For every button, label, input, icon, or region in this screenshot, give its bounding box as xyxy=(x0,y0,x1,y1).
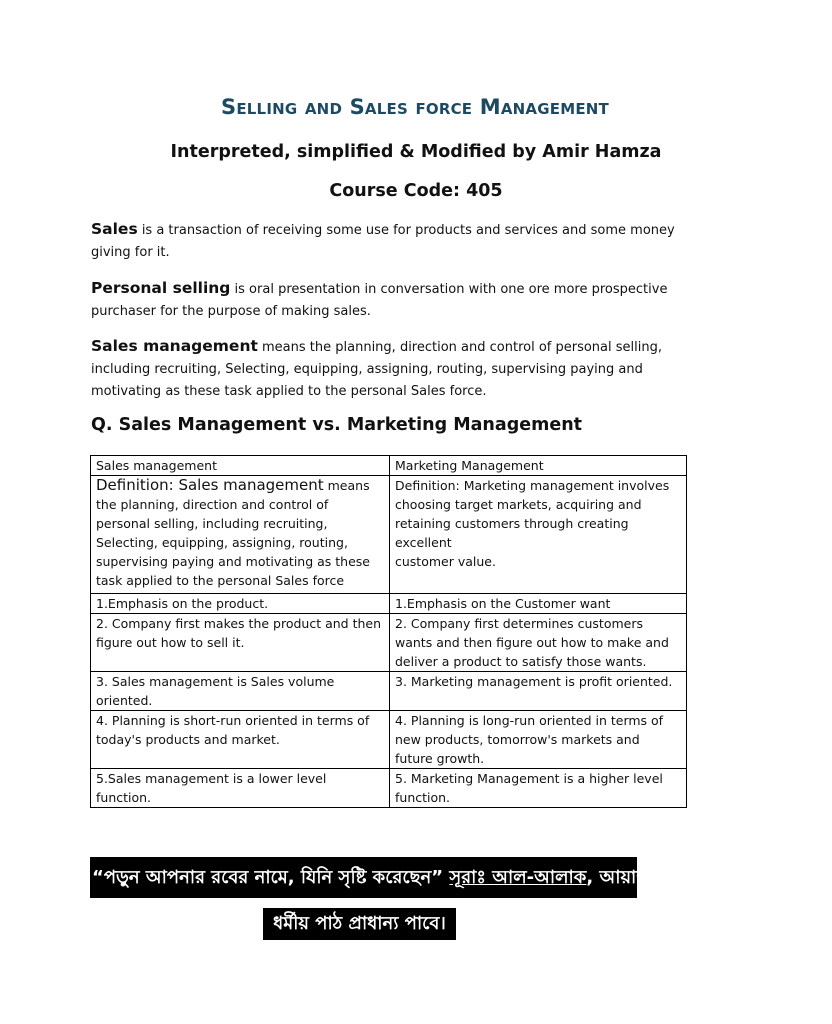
term-text: is a transaction of receiving some use for products and services and some money giving for it. xyxy=(91,223,675,260)
table-row xyxy=(91,594,687,614)
table-cell: 3. Sales management is Sales volume oriented. xyxy=(91,672,390,711)
priority-note-banner: ধর্মীয় পাঠ প্রাধান্য পাবে। xyxy=(263,908,456,940)
definition-text: Definition: Marketing management involves choosing target markets, acquiring and retaining customers through creating excellent xyxy=(395,478,670,550)
definition-sales xyxy=(91,218,681,264)
term-label: Sales xyxy=(91,220,138,238)
table-cell: 4. Planning is short-run oriented in terms of today's products and market. xyxy=(91,711,390,769)
document-title: Selling and Sales force Management xyxy=(221,95,609,119)
table-row xyxy=(91,672,687,711)
table-cell xyxy=(390,476,687,594)
table-cell: 4. Planning is long-run oriented in terms of new products, tomorrow's markets and future growth. xyxy=(390,711,687,769)
surah-reference: সূরাঃ আল-আলাক xyxy=(449,867,587,888)
table-cell: 2. Company first makes the product and then figure out how to sell it. xyxy=(91,614,390,672)
definition-text: means the planning, direction and control of personal selling, including recruiting, Selecting, equipping, assigning, routing, supervising paying and motivating as these task applied to the personal Sales force xyxy=(96,478,370,588)
quote-banner xyxy=(90,857,668,898)
table-header-row xyxy=(91,456,687,476)
table-cell: 5.Sales management is a lower level function. xyxy=(91,769,390,808)
table-cell: 1.Emphasis on the Customer want xyxy=(390,594,687,614)
table-cell: 1.Emphasis on the product. xyxy=(91,594,390,614)
section-question: Q. Sales Management vs. Marketing Management xyxy=(91,415,583,435)
table-cell: 5. Marketing Management is a higher level function. xyxy=(390,769,687,808)
definition-personal-selling xyxy=(91,277,681,323)
table-row xyxy=(91,769,687,808)
course-code: Course Code: 405 xyxy=(329,181,503,201)
comparison-table xyxy=(90,455,687,808)
ayah-reference: , আয়াত ১ xyxy=(586,867,668,888)
definition-sales-management xyxy=(91,335,681,403)
definition-heading: Definition: Sales management xyxy=(96,476,324,494)
table-row xyxy=(91,711,687,769)
term-text: is oral presentation in conversation with one ore more prospective purchaser for the purpose of making sales. xyxy=(91,282,668,319)
term-text: means the planning, direction and control of personal selling, including recruiting, Selecting, equipping, assigning, routing, supervising paying and motivating as these task applied to the personal Sales force. xyxy=(91,340,662,399)
table-row xyxy=(91,614,687,672)
table-row xyxy=(91,476,687,594)
term-label: Personal selling xyxy=(91,279,231,297)
table-header-cell: Sales management xyxy=(91,456,390,476)
table-header-cell: Marketing Management xyxy=(390,456,687,476)
definition-text-continued: customer value. xyxy=(395,554,496,569)
term-label: Sales management xyxy=(91,337,258,355)
document-subtitle: Interpreted, simplified & Modified by Amir Hamza xyxy=(170,142,662,162)
table-cell xyxy=(91,476,390,594)
quote-text: “পড়ুন আপনার রবের নামে, যিনি সৃষ্টি করেছেন” xyxy=(92,867,450,888)
table-cell: 3. Marketing management is profit oriented. xyxy=(390,672,687,711)
table-cell: 2. Company first determines customers wants and then figure out how to make and deliver a product to satisfy those wants. xyxy=(390,614,687,672)
